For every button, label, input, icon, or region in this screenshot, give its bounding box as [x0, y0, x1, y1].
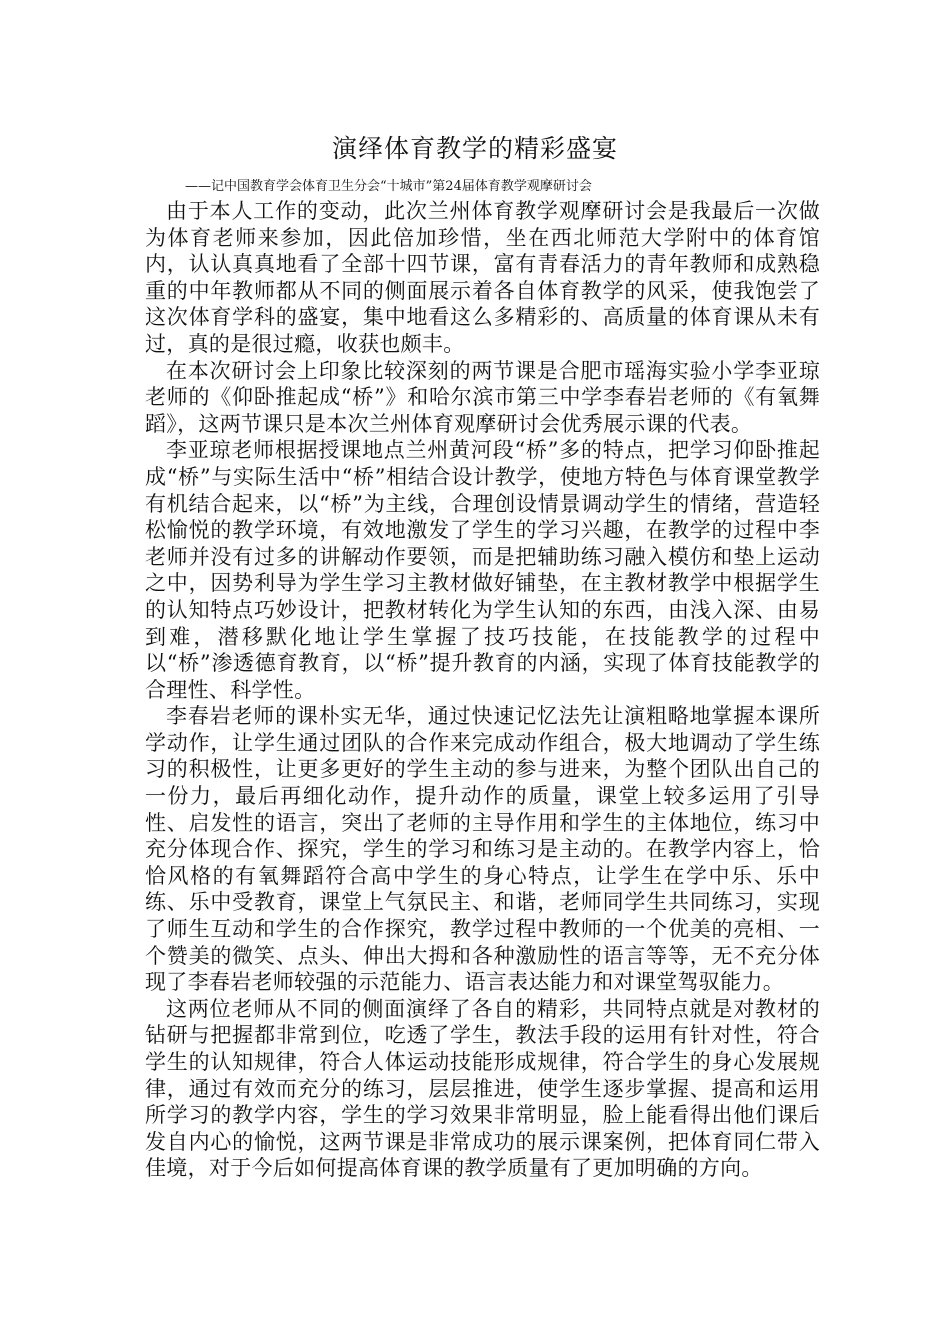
document-title: 演绎体育教学的精彩盛宴: [331, 134, 618, 163]
document-subtitle: ——记中国教育学会体育卫生分会“十城市”第24届体育教学观摩研讨会: [185, 179, 592, 194]
paragraph-2: 在本次研讨会上印象比较深刻的两节课是合肥市瑶海实验小学李亚琼老师的《仰卧推起成“桥”》和哈尔滨市第三中学李春岩老师的《有氧舞蹈》，这两节课只是本次兰州体育观摩研讨会优秀展示课的代表。: [145, 358, 820, 436]
paragraph-3: 李亚琼老师根据授课地点兰州黄河段“桥”多的特点，把学习仰卧推起成“桥”与实际生活中“桥”相结合设计教学，使地方特色与体育课堂教学有机结合起来，以“桥”为主线，合理创设情景调动学生的情绪，营造轻松愉悦的教学环境，有效地激发了学生的学习兴趣，在教学的过程中李老师并没有过多的讲解动作要领，而是把辅助练习融入模仿和垫上运动之中，因势利导为学生学习主教材做好铺垫，在主教材教学中根据学生的认知特点巧妙设计，把教材转化为学生认知的东西，由浅入深、由易到难，潜移默化地让学生掌握了技巧技能，在技能教学的过程中以“桥”渗透德育教育，以“桥”提升教育的内涵，实现了体育技能教学的合理性、科学性。: [145, 438, 820, 702]
document-body: [145, 198, 820, 1182]
paragraph-1: 由于本人工作的变动，此次兰州体育教学观摩研讨会是我最后一次做为体育老师来参加，因此倍加珍惜，坐在西北师范大学附中的体育馆内，认认真真地看了全部十四节课，富有青春活力的青年教师和成熟稳重的中年教师都从不同的侧面展示着各自体育教学的风采，使我饱尝了这次体育学科的盛宴，集中地看这么多精彩的、高质量的体育课从未有过，真的是很过瘾，收获也颇丰。: [145, 199, 820, 356]
paragraph-5: 这两位老师从不同的侧面演绎了各自的精彩，共同特点就是对教材的钻研与把握都非常到位，吃透了学生，教法手段的运用有针对性，符合学生的认知规律，符合人体运动技能形成规律，符合学生的身心发展规律，通过有效而充分的练习，层层推进，使学生逐步掌握、提高和运用所学习的教学内容，学生的学习效果非常明显，脸上能看得出他们课后发自内心的愉悦，这两节课是非常成功的展示课案例，把体育同仁带入佳境，对于今后如何提高体育课的教学质量有了更加明确的方向。: [145, 996, 820, 1181]
paragraph-4: 李春岩老师的课朴实无华，通过快速记忆法先让演粗略地掌握本课所学动作，让学生通过团队的合作来完成动作组合，极大地调动了学生练习的积极性，让更多更好的学生主动的参与进来，为整个团队出自己的一份力，最后再细化动作，提升动作的质量，课堂上较多运用了引导性、启发性的语言，突出了老师的主导作用和学生的主体地位，练习中充分体现合作、探究，学生的学习和练习是主动的。在教学内容上，恰恰风格的有氧舞蹈符合高中学生的身心特点，让学生在学中乐、乐中练、乐中受教育，课堂上气氛民主、和谐，老师同学生共同练习，实现了师生互动和学生的合作探究，教学过程中教师的一个优美的亮相、一个赞美的微笑、点头、伸出大拇和各种激励性的语言等等，无不充分体现了李春岩老师较强的示范能力、语言表达能力和对课堂驾驭能力。: [145, 704, 820, 995]
